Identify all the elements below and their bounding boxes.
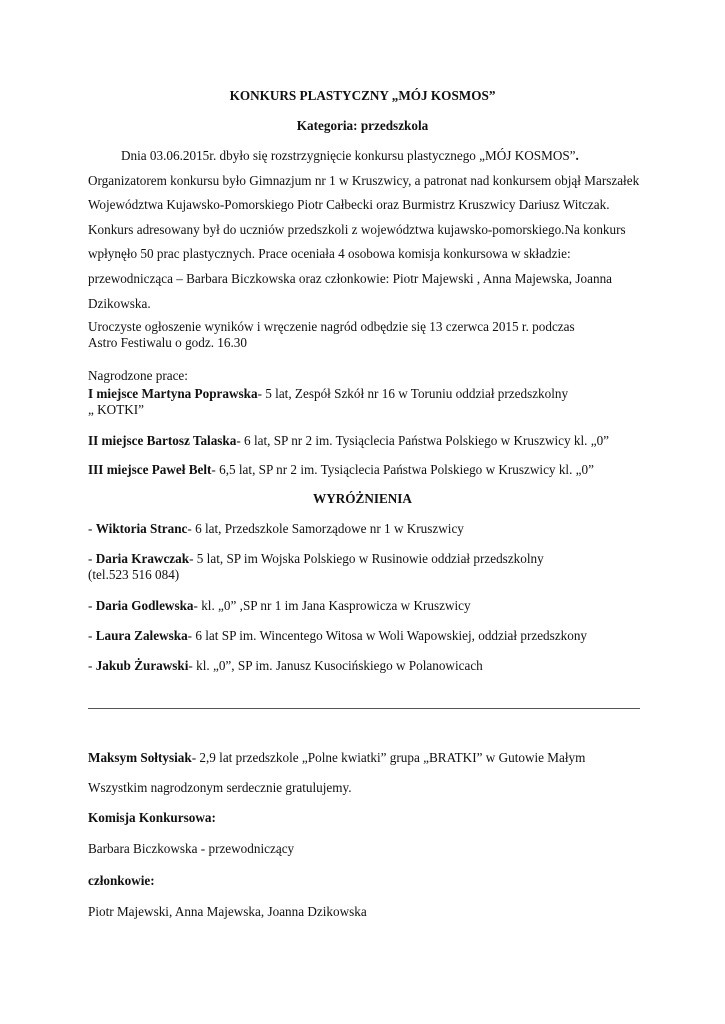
horizontal-divider <box>88 708 640 709</box>
honor-details: - kl. „0”, SP im. Janusz Kusocińskiego w Polanowicach <box>188 658 483 673</box>
awarded-heading: Nagrodzone prace: <box>88 368 188 383</box>
intro-part2: Organizatorem konkursu było Gimnazjum nr 1 w Kruszwicy, a patronat nad konkursem objął Marszałek Województwa Kujawsko-Pomorskiego Piotr Całbecki oraz Burmistrz Kruszwicy Dariusz Witczak. Konkurs adresowany był do uczniów przedszkoli z województwa kujawsko-pomorskiego.Na konkurs wpłynęło 50 prac plastycznych. Prace oceniała 4 osobowa komisja konkursowa w składzie: przewodnicząca – Barbara Biczkowska oraz członkowie: Piotr Majewski , Anna Majewska, Joanna Dzikowska. <box>88 172 640 311</box>
second-place-details: - 6 lat, SP nr 2 im. Tysiąclecia Państwa Polskiego w Kruszwicy kl. „0” <box>236 433 610 448</box>
announcement-paragraph <box>88 319 648 351</box>
first-place-name: I miejsce Martyna Poprawska <box>88 386 258 401</box>
committee-members-heading: członkowie: <box>88 873 155 888</box>
third-place-entry <box>88 462 648 478</box>
first-place-details: - 5 lat, Zespół Szkół nr 16 w Toruniu oddział przedszkolny <box>257 386 569 401</box>
honor-item <box>88 628 648 644</box>
honor-name: Daria Krawczak <box>95 551 190 566</box>
honor-prefix: - <box>88 598 96 613</box>
honor-item <box>88 551 648 583</box>
honors-heading: WYRÓŻNIENIA <box>313 491 412 506</box>
first-place-details-line2: „ KOTKI” <box>88 402 145 417</box>
second-place-name: II miejsce Bartosz Talaska <box>88 433 237 448</box>
document-title: KONKURS PLASTYCZNY „MÓJ KOSMOS” <box>229 88 496 103</box>
honor-details: - 6 lat, Przedszkole Samorządowe nr 1 w Kruszwicy <box>187 521 464 536</box>
honor-item <box>88 521 648 537</box>
second-place-entry <box>88 433 648 449</box>
committee-chair: Barbara Biczkowska - przewodniczący <box>88 841 295 856</box>
third-place-name: III miejsce Paweł Belt <box>88 462 212 477</box>
intro-part1: Dnia 03.06.2015r. dbyło się rozstrzygnięcie konkursu plastycznego „MÓJ KOSMOS” <box>121 148 576 163</box>
honor-prefix: - <box>88 521 96 536</box>
third-place-details: - 6,5 lat, SP nr 2 im. Tysiąclecia Państwa Polskiego w Kruszwicy kl. „0” <box>211 462 594 477</box>
first-place-entry <box>88 386 648 418</box>
honor-name: Wiktoria Stranc <box>95 521 188 536</box>
honor-item <box>88 598 648 614</box>
honor-details: - 6 lat SP im. Wincentego Witosa w Woli Wapowskiej, oddział przedszkony <box>187 628 588 643</box>
honor-prefix: - <box>88 628 96 643</box>
honor-details-line2: (tel.523 516 084) <box>88 567 180 582</box>
committee-heading: Komisja Konkursowa: <box>88 810 216 825</box>
announcement-line2: Astro Festiwalu o godz. 16.30 <box>88 335 247 350</box>
honor-name: Laura Zalewska <box>95 628 188 643</box>
honor-item <box>88 658 648 674</box>
extra-award-entry <box>88 750 648 766</box>
congratulations-text: Wszystkim nagrodzonym serdecznie gratulujemy. <box>88 780 352 795</box>
extra-award-details: - 2,9 lat przedszkole „Polne kwiatki” grupa „BRATKI” w Gutowie Małym <box>191 750 586 765</box>
intro-paragraph <box>88 144 648 316</box>
honor-prefix: - <box>88 658 96 673</box>
category-heading: Kategoria: przedszkola <box>296 118 429 133</box>
honor-details: - 5 lat, SP im Wojska Polskiego w Rusinowie oddział przedszkolny <box>189 551 544 566</box>
committee-members: Piotr Majewski, Anna Majewska, Joanna Dzikowska <box>88 904 367 919</box>
honor-name: Daria Godlewska <box>95 598 194 613</box>
intro-dot: . <box>575 148 579 163</box>
announcement-line1: Uroczyste ogłoszenie wyników i wręczenie nagród odbędzie się 13 czerwca 2015 r. podczas <box>88 319 575 334</box>
honor-name: Jakub Żurawski <box>95 658 189 673</box>
honor-details: - kl. „0” ,SP nr 1 im Jana Kasprowicza w Kruszwicy <box>193 598 471 613</box>
honor-prefix: - <box>88 551 96 566</box>
extra-award-name: Maksym Sołtysiak <box>88 750 192 765</box>
